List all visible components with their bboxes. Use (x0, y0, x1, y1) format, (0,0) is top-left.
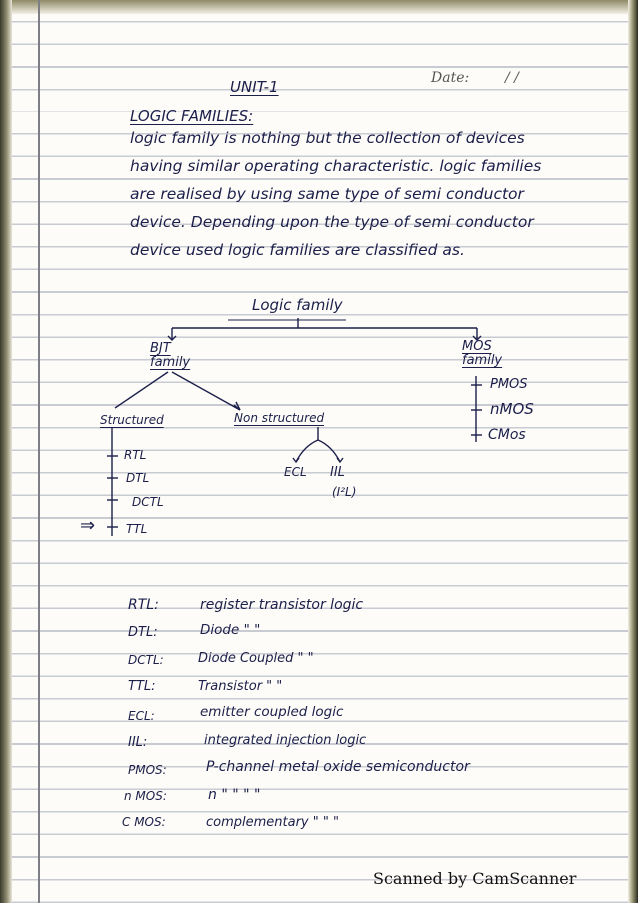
structured-child-ttl: TTL (126, 522, 148, 536)
definition-desc: integrated injection logic (204, 733, 367, 748)
definition-desc: emitter coupled logic (200, 704, 344, 720)
definition-desc: P-channel metal oxide semiconductor (206, 759, 470, 775)
date-value: / / (505, 70, 519, 86)
structured-child-dtl: DTL (126, 471, 150, 485)
definition-term: n MOS: (124, 789, 167, 803)
definition-term: RTL: (128, 597, 159, 613)
mos-family-label: MOS family (462, 339, 503, 369)
arrow-marker-icon: ⇒ (80, 515, 96, 536)
tree-root-label: Logic family (252, 296, 343, 314)
mos-child-pmos: PMOS (490, 377, 528, 392)
paragraph-line-4: device. Depending upon the type of semi conductor (130, 213, 534, 231)
paragraph-line-1: logic family is nothing but the collection of devices (130, 129, 525, 147)
definition-desc: Diode Coupled " " (198, 651, 314, 666)
definition-term: PMOS: (128, 763, 167, 777)
camscanner-watermark: Scanned by CamScanner (373, 869, 577, 888)
definition-term: DTL: (128, 625, 158, 640)
structured-child-rtl: RTL (124, 448, 147, 462)
unit-heading: UNIT-1 (230, 78, 279, 96)
mos-child-nmos: nMOS (490, 400, 534, 418)
definition-desc: Transistor " " (198, 679, 283, 694)
paragraph-line-2: having similar operating characteristic. logic families (130, 157, 542, 175)
structured-child-dctl: DCTL (132, 495, 164, 509)
definition-desc: complementary " " " (206, 815, 339, 830)
definition-term: DCTL: (128, 653, 164, 667)
definition-term: ECL: (128, 709, 155, 723)
non-structured-child-ecl: ECL (284, 465, 307, 479)
structured-label: Structured (100, 413, 164, 427)
bjt-family-label: BJT family (150, 341, 191, 371)
definition-desc: n " " " " (208, 787, 261, 803)
mos-child-cmos: CMos (488, 427, 526, 443)
definition-term: C MOS: (122, 815, 166, 829)
date-label: Date: (431, 70, 470, 86)
definition-term: TTL: (128, 679, 156, 694)
paragraph-line-5: device used logic families are classified as. (130, 241, 465, 259)
non-structured-label: Non structured (234, 411, 325, 425)
definition-term: IIL: (128, 735, 148, 750)
iil-alias: (I²L) (332, 485, 357, 499)
non-structured-child-iil: IIL (330, 465, 345, 480)
paragraph-line-3: are realised by using same type of semi conductor (130, 185, 524, 203)
definition-desc: register transistor logic (200, 597, 364, 613)
section-title: LOGIC FAMILIES: (130, 107, 254, 125)
definition-desc: Diode " " (200, 622, 261, 638)
